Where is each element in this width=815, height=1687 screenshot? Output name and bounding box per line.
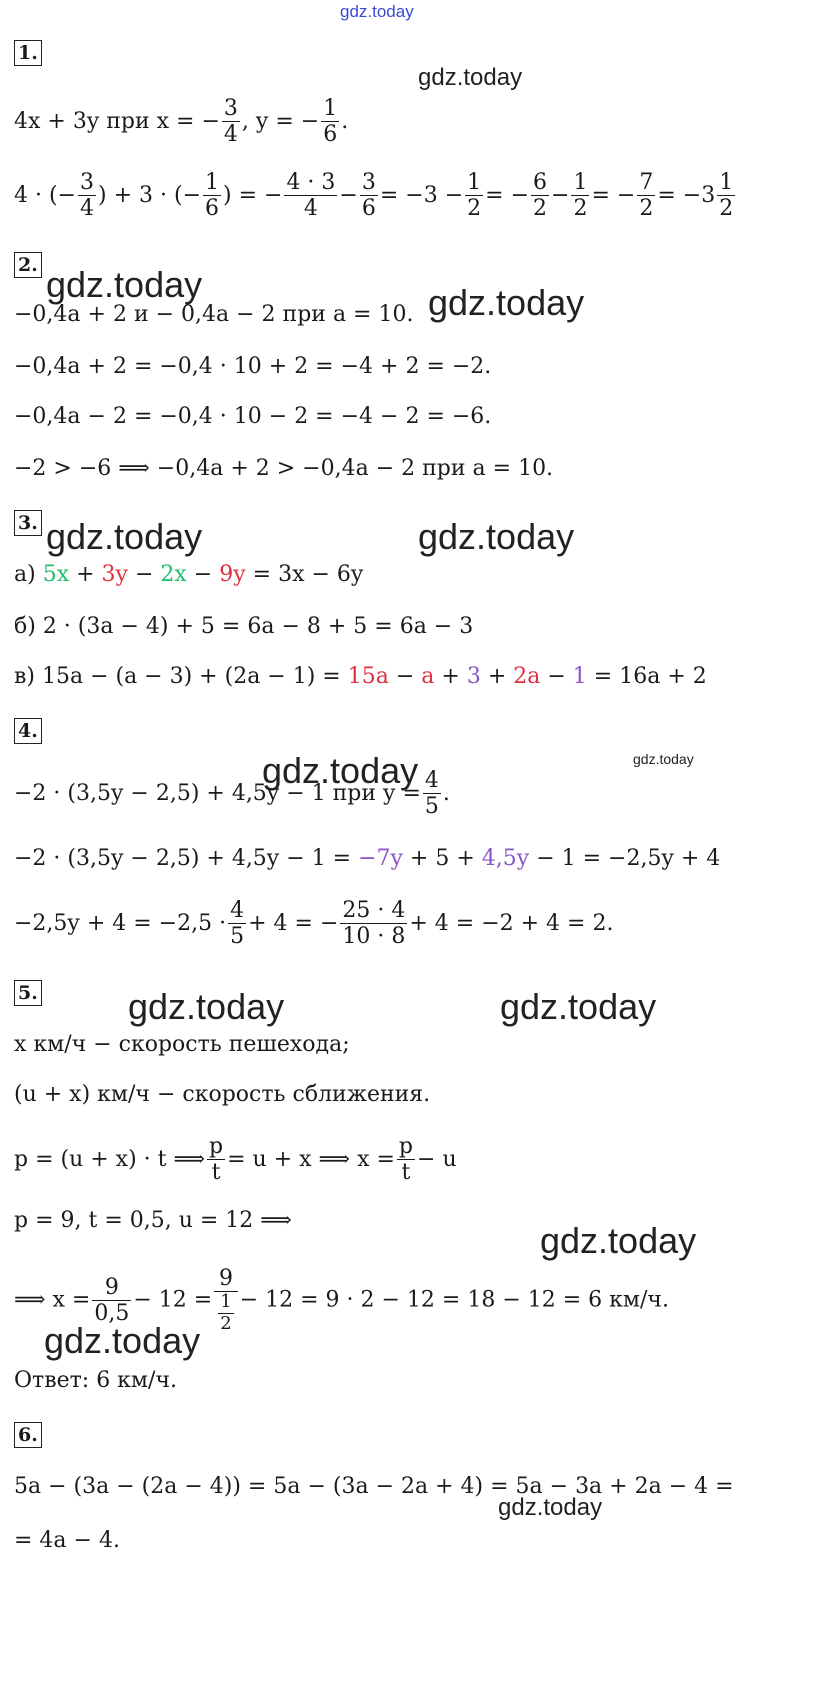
- task2-line: −0,4a − 2 = −0,4 · 10 − 2 = −4 − 2 = −6.: [14, 404, 492, 429]
- task5-line2: (u + x) км/ч − скорость сближения.: [14, 1082, 431, 1107]
- task6-line2: = 4a − 4.: [14, 1528, 120, 1553]
- watermark: gdz.today: [418, 516, 575, 557]
- task-number-2: 2.: [14, 252, 42, 278]
- watermark: gdz.today: [498, 1494, 603, 1521]
- task4-condition: −2 · (3,5y − 2,5) + 4,5y − 1 при y = $\frac{4}{5}$ .: [14, 768, 450, 820]
- task3-v: в) 15a − (a − 3) + (2a − 1) = 15a − a + 3 + 2a − 1 = 16a + 2: [14, 664, 707, 689]
- watermark-top: gdz.today: [340, 2, 414, 21]
- task3-a: а) 5x + 3y − 2x − 9y = 3x − 6y: [14, 562, 364, 587]
- task2-line: −2 > −6 ⟹ −0,4a + 2 > −0,4a − 2 при a = 10.: [14, 456, 554, 481]
- watermark: gdz.today: [46, 264, 203, 305]
- task1-calculation: 4 · (− $\frac{3}{4}$ ) + 3 · (− $\frac{1}{6}$ ) = − $\frac{4 \cdot 3}{4}$ − $\frac{3}{6}$ = −3 − $\frac{1}{2}$ = − $\frac{6}{2}$ − $\frac{1}{2}$ = − $\frac{7}{2}$ = −3 $\frac{1}{2}$: [14, 170, 734, 222]
- task-number-4: 4.: [14, 718, 42, 744]
- task5-answer: Ответ: 6 км/ч.: [14, 1368, 177, 1393]
- watermark: gdz.today: [128, 986, 285, 1027]
- task2-line: −0,4a + 2 и − 0,4a − 2 при a = 10.: [14, 302, 414, 327]
- task5-line4: p = 9, t = 0,5, u = 12 ⟹: [14, 1208, 292, 1233]
- task5-line3: p = (u + x) · t ⟹ $\frac{p}{t}$ = u + x ⟹ x = $\frac{p}{t}$ − u: [14, 1134, 457, 1186]
- task2-line: −0,4a + 2 = −0,4 · 10 + 2 = −4 + 2 = −2.: [14, 354, 492, 379]
- task-number-5: 5.: [14, 980, 42, 1006]
- watermark: gdz.today: [44, 1320, 201, 1361]
- watermark: gdz.today: [633, 751, 694, 767]
- task-number-1: 1.: [14, 40, 42, 66]
- watermark: gdz.today: [46, 516, 203, 557]
- watermark: gdz.today: [418, 64, 523, 91]
- task4-line3: −2,5y + 4 = −2,5 · $\frac{4}{5}$ + 4 = − $\frac{25 \cdot 4}{10 \cdot 8}$ + 4 = −2 + 4 = 2.: [14, 898, 614, 950]
- task3-b: б) 2 · (3a − 4) + 5 = 6a − 8 + 5 = 6a − 3: [14, 614, 474, 639]
- task-number-6: 6.: [14, 1422, 42, 1448]
- task5-line1: x км/ч − скорость пешехода;: [14, 1032, 350, 1057]
- task6-line1: 5a − (3a − (2a − 4)) = 5a − (3a − 2a + 4) = 5a − 3a + 2a − 4 =: [14, 1474, 734, 1499]
- watermark: gdz.today: [500, 986, 657, 1027]
- watermark: gdz.today: [540, 1220, 697, 1261]
- watermark: gdz.today: [262, 750, 419, 791]
- task4-line2: −2 · (3,5y − 2,5) + 4,5y − 1 = −7y + 5 + 4,5y − 1 = −2,5y + 4: [14, 846, 721, 871]
- watermark: gdz.today: [428, 282, 585, 323]
- task1-condition: 4x + 3y при x = − $\frac{3}{4}$ , y = − $\frac{1}{6}$ .: [14, 96, 349, 148]
- task-number-3: 3.: [14, 510, 42, 536]
- task5-line5: ⟹ x = $\frac{9}{0,5}$ − 12 = $\frac{9}{\frac{1}{2}}$ − 12 = 9 · 2 − 12 = 18 − 12 = 6 км/ч.: [14, 1266, 669, 1334]
